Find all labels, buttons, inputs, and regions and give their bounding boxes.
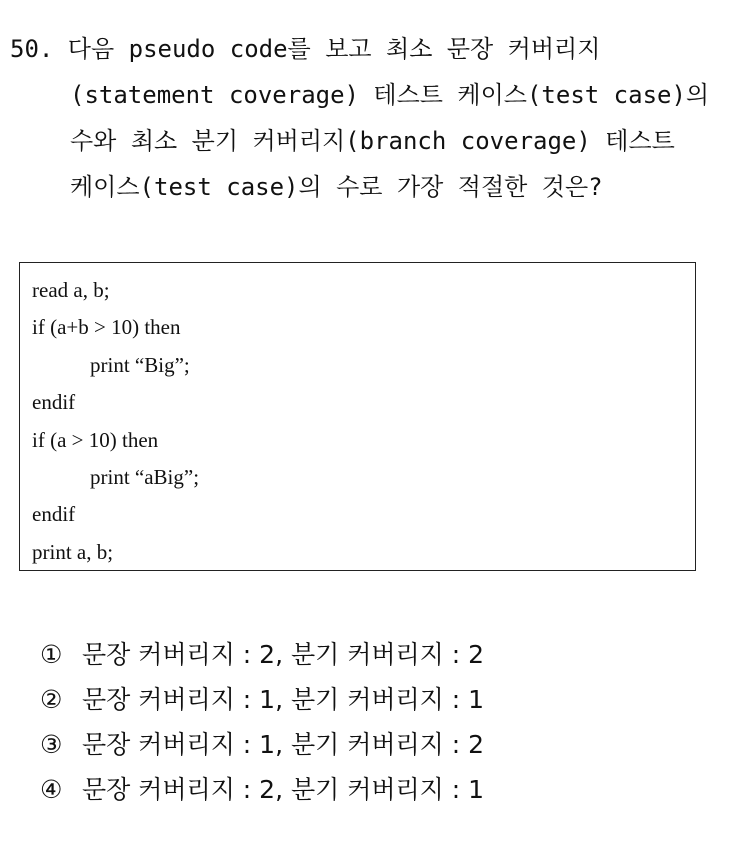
code-line: print “aBig”; [90,464,200,489]
answer-option-1[interactable] [40,632,484,677]
answer-options [40,632,484,812]
code-line: print a, b; [32,539,114,564]
code-line: read a, b; [32,278,110,302]
option-text: 문장 커버리지 : 1, 분기 커버리지 : 2 [82,730,485,759]
question-line: 50. 다음 pseudo code를 보고 최소 문장 커버리지 [10,35,601,63]
answer-option-4[interactable] [40,767,484,812]
answer-option-2[interactable] [40,677,484,722]
option-number: ② [40,685,63,714]
question-line: (statement coverage) 테스트 케이스(test case)의 [70,81,710,109]
code-line: if (a+b > 10) then [32,315,181,340]
code-line: print “Big”; [90,352,190,377]
answer-option-3[interactable] [40,722,484,767]
code-line: if (a > 10) then [32,427,159,452]
question-line: 케이스(test case)의 수로 가장 적절한 것은? [70,173,603,201]
pseudo-code-box [19,262,696,571]
question-text [10,26,722,210]
option-text: 문장 커버리지 : 2, 분기 커버리지 : 2 [82,640,485,669]
option-number: ④ [40,775,63,804]
code-line: endif [32,390,76,415]
question-line: 수와 최소 분기 커버리지(branch coverage) 테스트 [70,127,675,155]
option-text: 문장 커버리지 : 2, 분기 커버리지 : 1 [82,775,485,804]
code-line: endif [32,502,76,527]
option-number: ① [40,640,63,669]
option-number: ③ [40,730,63,759]
option-text: 문장 커버리지 : 1, 분기 커버리지 : 1 [82,685,485,714]
